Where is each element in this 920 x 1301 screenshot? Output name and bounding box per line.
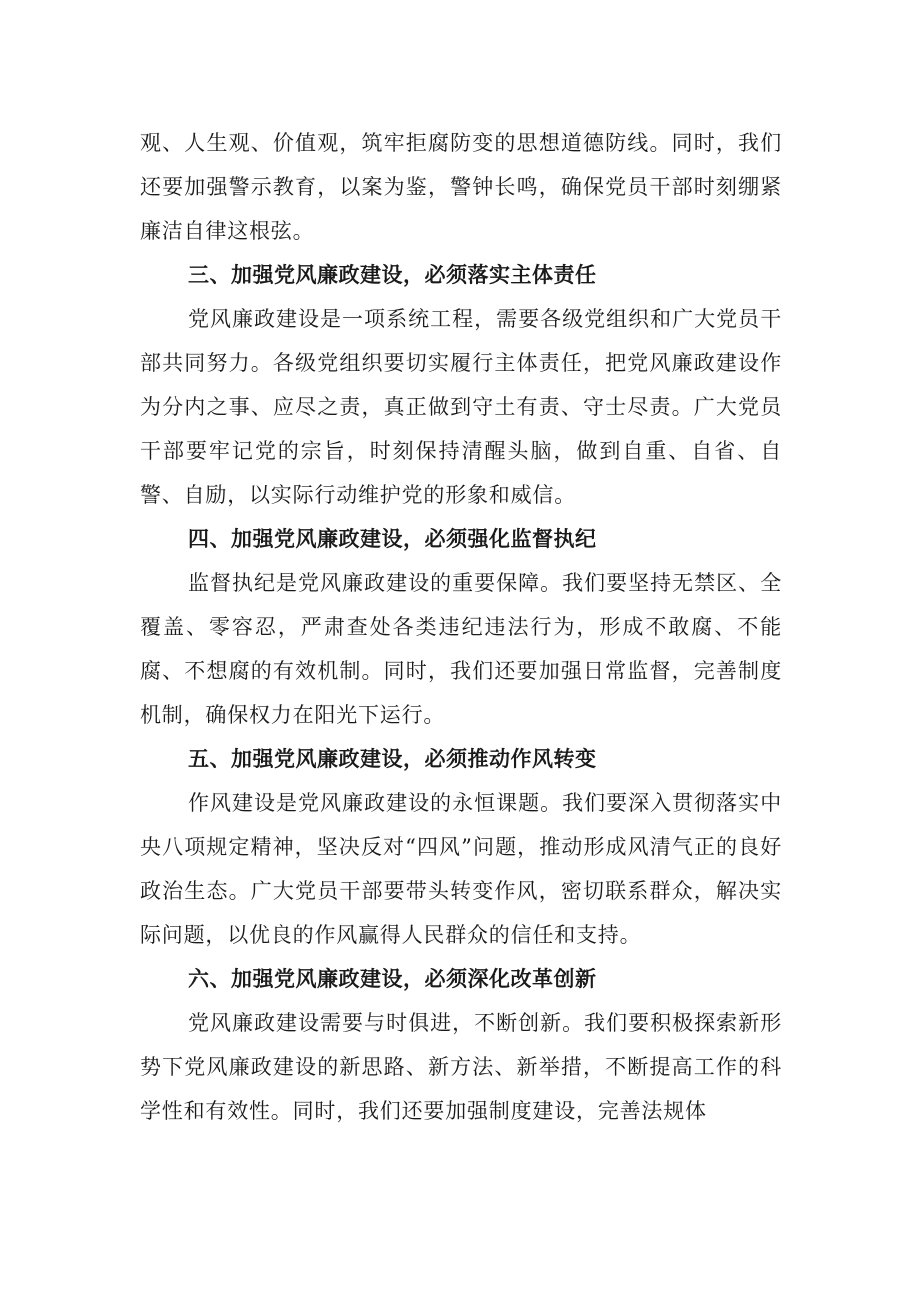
paragraph-section-6: 党风廉政建设需要与时俱进，不断创新。我们要积极探索新形势下党风廉政建设的新思路、新方法、新举措，不断提高工作的科学性和有效性。同时，我们还要加强制度建设，完善法规体: [140, 1011, 782, 1123]
section-heading-6: 六、加强党风廉政建设，必须深化改革创新: [188, 967, 597, 991]
paragraph-continued: 观、人生观、价值观，筑牢拒腐防变的思想道德防线。同时，我们还要加强警示教育，以案为鉴，警钟长鸣，确保党员干部时刻绷紧廉洁自律这根弦。: [140, 131, 782, 243]
section-heading-3: 三、加强党风廉政建设，必须落实主体责任: [188, 263, 597, 287]
paragraph-section-5: 作风建设是党风廉政建设的永恒课题。我们要深入贯彻落实中央八项规定精神，坚决反对“四风”问题，推动形成风清气正的良好政治生态。广大党员干部要带头转变作风，密切联系群众，解决实际问题，以优良的作风赢得人民群众的信任和支持。: [140, 791, 782, 947]
section-heading-4: 四、加强党风廉政建设，必须强化监督执纪: [188, 527, 597, 551]
paragraph-section-3: 党风廉政建设是一项系统工程，需要各级党组织和广大党员干部共同努力。各级党组织要切实履行主体责任，把党风廉政建设作为分内之事、应尽之责，真正做到守土有责、守士尽责。广大党员干部要牢记党的宗旨，时刻保持清醒头脑，做到自重、自省、自警、自励，以实际行动维护党的形象和威信。: [140, 307, 782, 507]
section-heading-5: 五、加强党风廉政建设，必须推动作风转变: [188, 747, 597, 771]
paragraph-section-4: 监督执纪是党风廉政建设的重要保障。我们要坚持无禁区、全覆盖、零容忍，严肃查处各类违纪违法行为，形成不敢腐、不能腐、不想腐的有效机制。同时，我们还要加强日常监督，完善制度机制，确保权力在阳光下运行。: [140, 571, 782, 727]
document-body: [140, 121, 782, 1133]
